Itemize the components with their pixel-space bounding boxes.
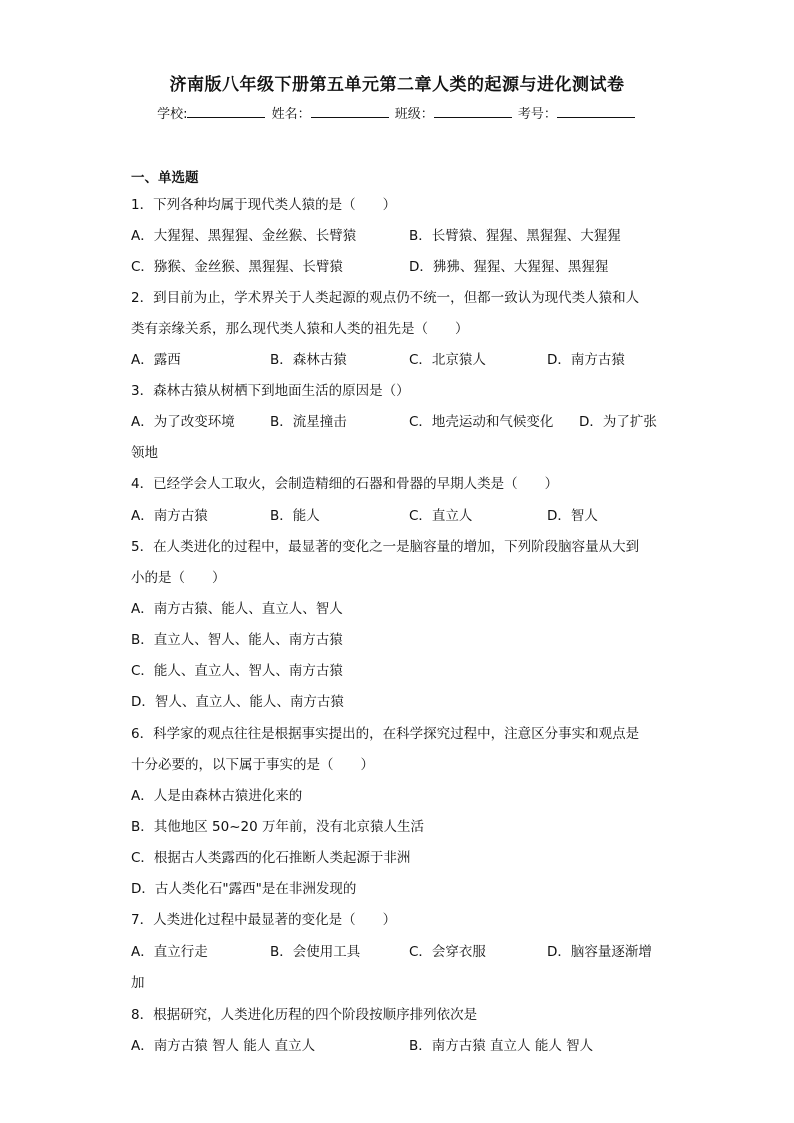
question-3-option-d[interactable]: D．为了扩张 [579,414,657,430]
class-blank[interactable] [434,105,512,118]
question-3-option-c[interactable]: C．地壳运动和气候变化 [409,414,554,430]
question-2-stem-line-2: 类有亲缘关系，那么现代类人猿和人类的祖先是（ ） [131,321,469,337]
question-7-option-b[interactable]: B．会使用工具 [270,944,361,960]
question-1-option-d[interactable]: D．狒狒、猩猩、大猩猩、黑猩猩 [409,259,609,275]
question-2-stem-line-1: 2．到目前为止，学术界关于人类起源的观点仍不统一，但都一致认为现代类人猿和人 [131,290,640,306]
question-7-option-d[interactable]: D．脑容量逐渐增 [547,944,652,960]
question-8-option-a[interactable]: A．南方古猿 智人 能人 直立人 [131,1038,316,1054]
question-5-option-c[interactable]: C．能人、直立人、智人、南方古猿 [131,663,343,679]
question-1-option-c[interactable]: C．猕猴、金丝猴、黑猩猩、长臂猿 [131,259,343,275]
question-4-option-b[interactable]: B．能人 [270,508,320,524]
question-3-stem: 3．森林古猿从树栖下到地面生活的原因是（） [131,383,410,399]
number-blank[interactable] [557,105,635,118]
question-1-option-a[interactable]: A．大猩猩、黑猩猩、金丝猴、长臂猿 [131,228,357,244]
school-label: 学校: [157,107,188,122]
question-6-option-a[interactable]: A．人是由森林古猿进化来的 [131,788,303,804]
number-label: 考号： [517,107,557,122]
question-5-option-a[interactable]: A．南方古猿、能人、直立人、智人 [131,601,343,617]
question-1-option-b[interactable]: B．长臂猿、猩猩、黑猩猩、大猩猩 [409,228,621,244]
question-2-option-c[interactable]: C．北京猿人 [409,352,486,368]
question-3-option-a[interactable]: A．为了改变环境 [131,414,235,430]
question-8-stem: 8．根据研究，人类进化历程的四个阶段按顺序排列依次是 [131,1007,478,1023]
question-6-stem-line-2: 十分必要的，以下属于事实的是（ ） [131,757,374,773]
question-4-stem: 4．已经学会人工取火，会制造精细的石器和骨器的早期人类是（ ） [131,476,559,492]
name-blank[interactable] [311,105,389,118]
question-7-option-d-wrap[interactable]: 加 [131,975,145,991]
exam-title: 济南版八年级下册第五单元第二章人类的起源与进化测试卷 [169,75,625,95]
question-7-stem: 7．人类进化过程中最显著的变化是（ ） [131,912,397,928]
question-5-option-b[interactable]: B．直立人、智人、能人、南方古猿 [131,632,343,648]
question-2-option-b[interactable]: B．森林古猿 [270,352,347,368]
question-8-option-b[interactable]: B．南方古猿 直立人 能人 智人 [409,1038,594,1054]
question-4-option-a[interactable]: A．南方古猿 [131,508,208,524]
question-7-option-a[interactable]: A．直立行走 [131,944,208,960]
question-1-stem: 1．下列各种均属于现代类人猿的是（ ） [131,197,397,213]
question-2-option-a[interactable]: A．露西 [131,352,181,368]
question-4-option-c[interactable]: C．直立人 [409,508,473,524]
question-5-stem-line-2: 小的是（ ） [131,570,226,586]
question-6-option-c[interactable]: C．根据古人类露西的化石推断人类起源于非洲 [131,850,411,866]
question-7-option-c[interactable]: C．会穿衣服 [409,944,486,960]
name-label: 姓名： [271,107,311,122]
question-6-option-d[interactable]: D．古人类化石"露西"是在非洲发现的 [131,881,357,897]
question-2-option-d[interactable]: D．南方古猿 [547,352,625,368]
question-6-option-b[interactable]: B．其他地区 50~20 万年前，没有北京猿人生活 [131,819,425,835]
question-3-option-b[interactable]: B．流星撞击 [270,414,347,430]
school-blank[interactable] [187,105,265,118]
student-info-line [0,103,794,122]
question-4-option-d[interactable]: D．智人 [547,508,598,524]
section-heading: 一、单选题 [131,170,199,186]
question-5-option-d[interactable]: D．智人、直立人、能人、南方古猿 [131,694,344,710]
question-5-stem-line-1: 5．在人类进化的过程中，最显著的变化之一是脑容量的增加，下列阶段脑容量从大到 [131,539,640,555]
question-3-option-d-wrap[interactable]: 领地 [131,445,158,461]
question-6-stem-line-1: 6．科学家的观点往往是根据事实提出的，在科学探究过程中，注意区分事实和观点是 [131,726,640,742]
class-label: 班级： [394,107,434,122]
